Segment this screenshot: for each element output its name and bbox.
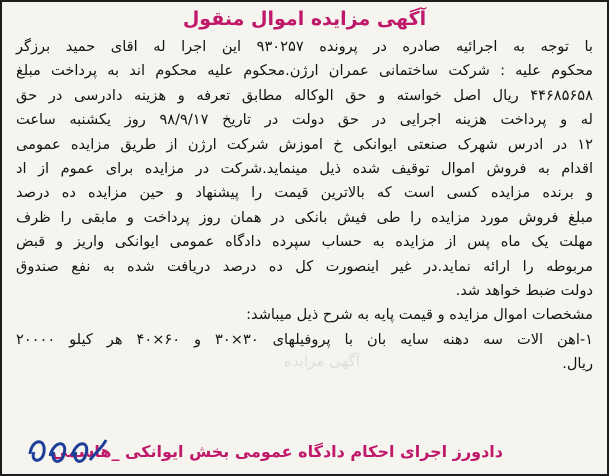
body-line: با توجه به اجرائیه صادره در پرونده ۹۳۰۲۵۷ این اجرا له اقای حمید برزگر xyxy=(16,38,593,55)
body-line: دولت ضبط خواهد شد. xyxy=(455,281,593,299)
body-line: ۱-اهن الات سه دهنه سایه بان با پروفیلهای ۳۰×۳۰ و ۶۰×۴۰ هر کیلو ۲۰۰۰۰ xyxy=(16,330,594,348)
notice-body xyxy=(16,35,593,376)
body-line: مهلت یک ماه پس از مزایده به حساب سپرده دادگاه عمومی ایوانکی واریز و قبض xyxy=(16,233,593,251)
body-line: له و پرداخت هزینه اجرایی در حق دولت در تاریخ ۹۸/۹/۱۷ روز یکشنبه ساعت xyxy=(16,111,593,129)
body-line: ۴۴۶۸۵۶۵۸ ریال اصل خواسته و حق الوکاله مطابق تعرفه و هزینه دادرسی در حق xyxy=(16,86,593,104)
body-line: ۱۲ در ادرس شهرک صنعتی ایوانکی خ اموزش شرکت ارژن از طریق مزایده عمومی xyxy=(16,135,593,153)
body-line: ریال. xyxy=(562,355,593,373)
body-line: و برنده مزایده کسی است که بالاترین قیمت را پیشنهاد و حین مزایده ده درصد xyxy=(16,184,593,202)
body-line: اقدام به فروش اموال توقیف شده ذیل مینماید.شرکت در مزایده برای عموم از اد xyxy=(16,159,593,177)
notice-title: آگهی مزایده اموال منقول xyxy=(182,8,427,30)
signature-mark xyxy=(24,430,110,474)
body-line: مربوطه را ارائه نماید.در غیر اینصورت کل ده درصد دریافت شده به نفع صندوق xyxy=(16,257,593,275)
body-line: محکوم علیه : شرکت ساختمانی عمران ارژن.محکوم علیه محکوم اند به پرداخت مبلغ xyxy=(16,62,593,80)
body-line: مشخصات اموال مزایده و قیمت پایه به شرح ذیل میباشد: xyxy=(246,306,593,324)
body-line: مبلغ فروش مورد مزایده را طی فیش بانکی در همان روز پرداخت و مابقی را ظرف xyxy=(16,208,593,226)
signature-line: دادورز اجرای احکام دادگاه عمومی بخش ایوانکی _هاشمی xyxy=(51,442,503,461)
watermark-text: آگهی مزایده xyxy=(284,352,360,370)
